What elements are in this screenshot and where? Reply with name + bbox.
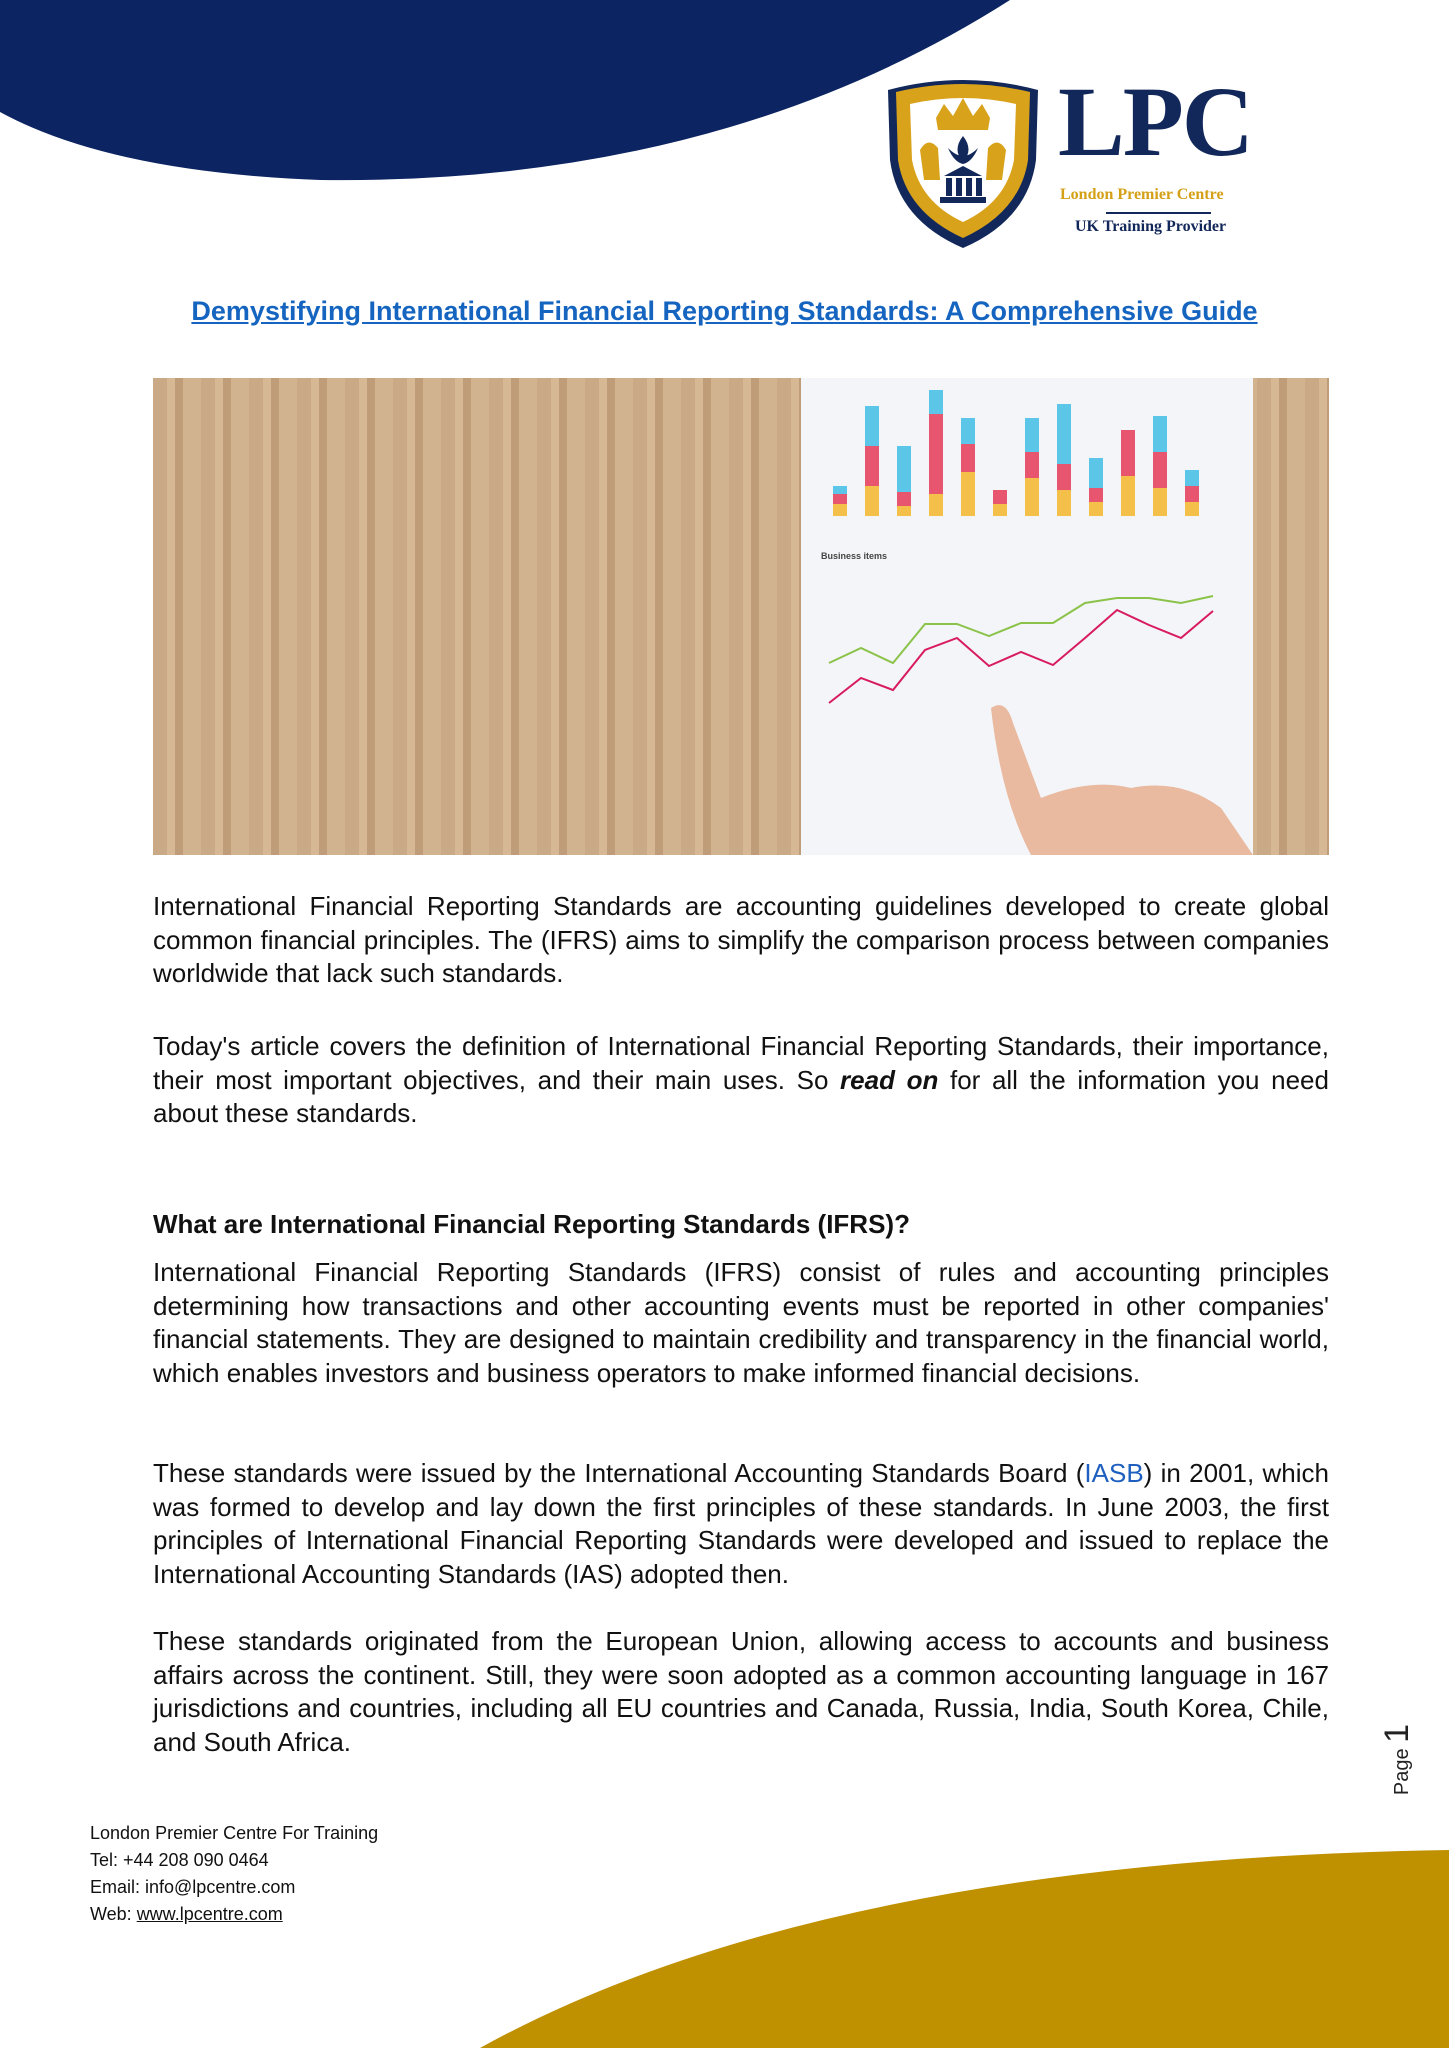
logo-divider xyxy=(1106,212,1211,214)
article-body-2 xyxy=(153,1030,1329,1131)
logo-wordmark: LPC xyxy=(1058,66,1252,177)
page-number-value: 1 xyxy=(1378,1723,1417,1743)
text: ) in 2001, which was formed to develop and lay down the first principles of these standards. In June 2003, the first principles of International Financial Reporting Standards were developed and issued to replace the International Accounting Standards (IAS) adopted then. xyxy=(153,1458,1329,1589)
logo-tagline: UK Training Provider xyxy=(1075,218,1227,235)
hero-image xyxy=(153,378,1329,855)
section-ifrs-origin xyxy=(153,1625,1329,1759)
paragraph-intro: International Financial Reporting Standards are accounting guidelines developed to create global common financial principles. The (IFRS) aims to simplify the comparison process between companies worldwide that lack such standards. xyxy=(153,891,1329,988)
bar-chart-illustration xyxy=(833,390,1199,516)
footer-contact xyxy=(90,1820,378,1928)
lpc-logo xyxy=(878,66,1278,250)
shield-crest-icon xyxy=(878,70,1048,250)
article-body xyxy=(153,890,1329,991)
text: for all the information you need about these standards. xyxy=(153,1064,1329,1128)
read-on-emphasis: read on xyxy=(840,1064,939,1095)
title-link[interactable]: Demystifying International Financial Reporting Standards: A Comprehensive Guide xyxy=(191,296,1258,326)
pointing-hand xyxy=(991,705,1253,855)
footer-web xyxy=(90,1901,378,1928)
logo-name: London Premier Centre xyxy=(1060,186,1224,203)
web-label: Web: xyxy=(90,1904,137,1924)
iasb-link[interactable]: IASB xyxy=(1084,1458,1144,1488)
chart-paper xyxy=(801,378,1253,855)
footer-email: Email: info@lpcentre.com xyxy=(90,1877,296,1897)
chart-caption: Business items xyxy=(821,551,888,561)
paragraph-origin: These standards originated from the European Union, allowing access to accounts and business affairs across the continent. Still, they were soon adopted as a common accounting language in 167 jurisdictions and countries, including all EU countries and Canada, Russia, India, South Korea, Chile, and South Africa. xyxy=(153,1626,1329,1757)
footer-tel: Tel: +44 208 090 0464 xyxy=(90,1850,269,1870)
paragraph-history xyxy=(153,1457,1329,1591)
section-ifrs-body xyxy=(153,1256,1329,1390)
website-link[interactable]: www.lpcentre.com xyxy=(136,1904,283,1924)
hero-chart-illustration xyxy=(801,378,1253,855)
page-title xyxy=(0,296,1449,327)
footer-company: London Premier Centre For Training xyxy=(90,1823,379,1843)
section-heading: What are International Financial Reporting Standards (IFRS)? xyxy=(153,1209,910,1239)
section-ifrs-history xyxy=(153,1457,1329,1591)
section-ifrs xyxy=(153,1208,1329,1242)
page-label: Page xyxy=(1391,1748,1414,1796)
paragraph-definition: International Financial Reporting Standards (IFRS) consist of rules and accounting principles determining how transactions and other accounting events must be reported in other companies' financial statements. They are designed to maintain credibility and transparency in the financial world, which enables investors and business operators to make informed financial decisions. xyxy=(153,1257,1329,1388)
page-number xyxy=(1378,1724,1417,1795)
text: These standards were issued by the International Accounting Standards Board ( xyxy=(153,1458,1085,1488)
text: Today's article covers the definition of International Financial Reporting Standards, their importance, their most important objectives, and their main uses. So xyxy=(153,1031,1329,1095)
paragraph-overview xyxy=(153,1030,1329,1131)
